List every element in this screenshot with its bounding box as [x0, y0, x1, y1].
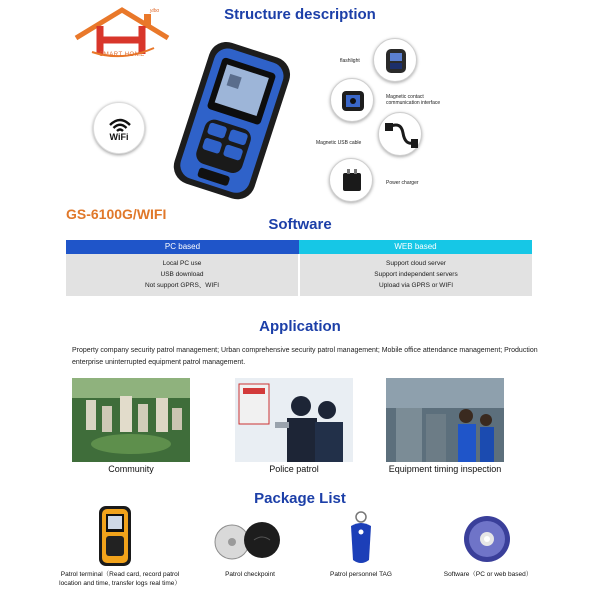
table-cell-text: Not support GPRS、WIFI	[144, 282, 220, 289]
community-image	[72, 378, 190, 462]
application-caption: Police patrol	[269, 464, 319, 474]
table-cell-text: Support cloud server	[386, 260, 446, 267]
flashlight-icon	[373, 38, 417, 82]
web-based-header: WEB based	[299, 240, 532, 254]
police-patrol-image	[235, 378, 353, 462]
package-caption: Software（PC or web based）	[443, 571, 533, 578]
package-title: Package List	[254, 490, 346, 507]
wifi-icon	[94, 103, 146, 155]
web-based-cell	[300, 254, 532, 296]
usb-cable-icon	[378, 112, 422, 156]
structure-title: Structure description	[224, 6, 376, 23]
table-cell-text: Support independent servers	[374, 271, 458, 278]
connector-icon	[330, 78, 374, 122]
package-caption: Patrol checkpoint	[225, 571, 275, 578]
application-caption: Community	[108, 464, 154, 474]
wifi-label: WiFi	[109, 132, 129, 142]
patrol-terminal-image	[95, 506, 135, 568]
logo-text: SMART HOME	[99, 52, 145, 58]
patrol-checkpoint-image	[212, 520, 284, 562]
pc-based-header: PC based	[66, 240, 299, 254]
accessory-label: Power charger	[386, 180, 419, 186]
personnel-tag-image	[346, 510, 376, 566]
pc-based-cell	[66, 254, 298, 296]
charger-icon	[329, 158, 373, 202]
model-name: GS-6100G/WIFI	[66, 206, 167, 222]
logo-mark: yibo	[150, 8, 160, 14]
table-cell-text: Local PC use	[162, 260, 202, 267]
application-intro: Property company security patrol management; Urban comprehensive security patrol management; Mobile office attendance management; Production enterprise uninterrupted equipment patrol management.	[72, 347, 538, 366]
package-caption: Patrol personnel TAG	[330, 571, 392, 578]
accessory-label: flashlight	[340, 58, 360, 64]
table-cell-text: USB download	[160, 271, 204, 278]
software-title: Software	[268, 216, 332, 233]
application-caption: Equipment timing inspection	[388, 464, 502, 474]
package-caption: Patrol terminal（Read card, record patrol location and time, transfer logs real time）	[59, 571, 181, 587]
wifi-badge	[93, 102, 145, 154]
accessory-label: Magnetic USB cable	[316, 140, 362, 146]
patrol-device-image	[150, 40, 310, 200]
software-cd-image	[462, 514, 512, 564]
accessory-label: Magnetic contact communication interface	[386, 94, 441, 107]
equipment-inspection-image	[386, 378, 504, 462]
table-cell-text: Upload via GPRS or WIFI	[378, 282, 454, 289]
application-title: Application	[259, 318, 341, 335]
